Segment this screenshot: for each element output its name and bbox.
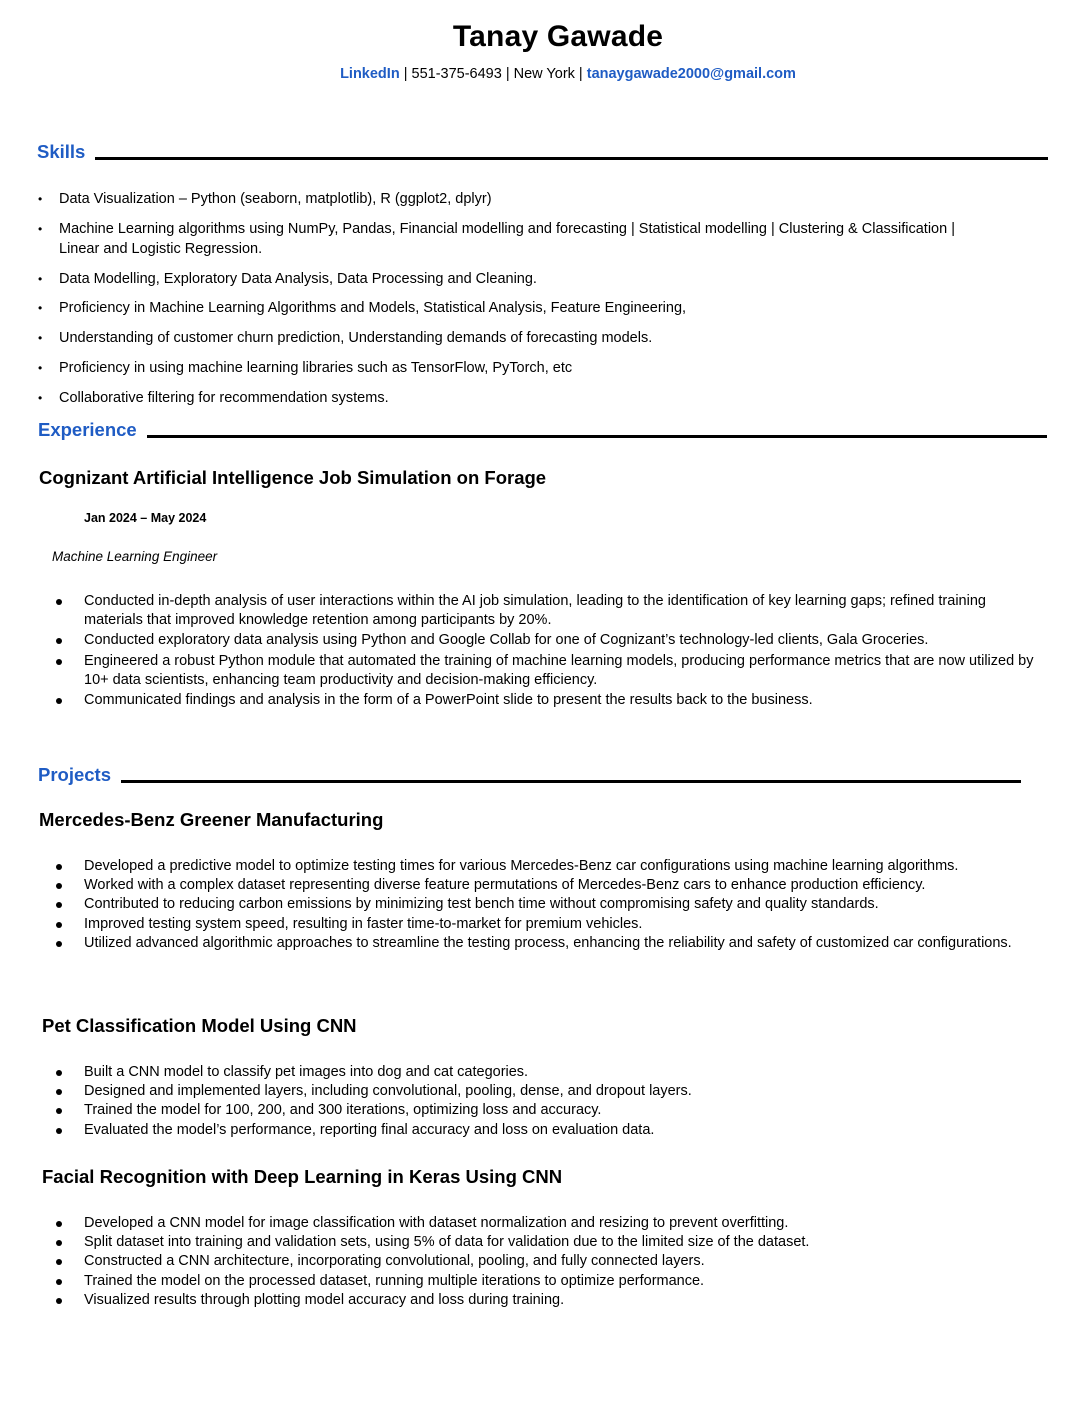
job-dates: Jan 2024 – May 2024 [84,511,207,525]
section-divider [147,435,1047,438]
contact-line [0,66,1088,82]
projects-title: Projects [38,764,112,785]
skill-item: • Data Visualization – Python (seaborn, matplotlib), R (ggplot2, dplyr) [38,189,998,209]
skills-list [38,189,998,418]
skill-item: • Understanding of customer churn prediction, Understanding demands of forecasting models. [38,328,998,348]
project-bullet: Developed a CNN model for image classification with dataset normalization and resizing to prevent overfitting. [56,1214,1036,1233]
project-bullet: Built a CNN model to classify pet images into dog and cat categories. [56,1063,1036,1082]
project-title: Mercedes-Benz Greener Manufacturing [39,809,384,830]
section-divider [121,780,1021,783]
project-title: Pet Classification Model Using CNN [42,1015,357,1036]
project-bullet: Worked with a complex dataset representing diverse feature permutations of Mercedes-Benz cars to enhance production efficiency. [56,876,1036,895]
experience-bullet: Engineered a robust Python module that automated the training of machine learning models, producing performance metrics that are now utilized by 10+ data scientists, enhancing team productivity and decision-making efficiency. [56,652,1036,690]
experience-bullets [56,592,1036,710]
phone-location: | 551-375-6493 | New York | [403,66,583,82]
project-bullet: Trained the model for 100, 200, and 300 iterations, optimizing loss and accuracy. [56,1101,1036,1120]
experience-bullet: Conducted exploratory data analysis using Python and Google Collab for one of Cognizant’s technology-led clients, Gala Groceries. [56,631,1036,650]
project-bullet: Visualized results through plotting model accuracy and loss during training. [56,1291,1036,1310]
skill-item: • Collaborative filtering for recommendation systems. [38,388,998,408]
project-bullet: Developed a predictive model to optimize testing times for various Mercedes-Benz car configurations using machine learning algorithms. [56,857,1036,876]
project-bullet: Evaluated the model’s performance, reporting final accuracy and loss on evaluation data. [56,1121,1036,1140]
project-bullet: Contributed to reducing carbon emissions by minimizing test bench time without compromising safety and quality standards. [56,895,1036,914]
project-bullet: Utilized advanced algorithmic approaches to streamline the testing process, enhancing the reliability and safety of customized car configurations. [56,934,1036,953]
project-bullets [56,1063,1036,1140]
project-bullets [56,1214,1036,1310]
project-bullets [56,857,1036,953]
experience-bullet: Communicated findings and analysis in the form of a PowerPoint slide to present the results back to the business. [56,691,1036,710]
email-link[interactable]: tanaygawade2000@gmail.com [586,66,796,82]
experience-title: Experience [38,419,137,440]
experience-heading [38,419,1047,441]
skill-item: • Data Modelling, Exploratory Data Analysis, Data Processing and Cleaning. [38,269,998,289]
project-bullet: Improved testing system speed, resulting in faster time-to-market for premium vehicles. [56,915,1036,934]
project-title: Facial Recognition with Deep Learning in Keras Using CNN [42,1166,563,1187]
skills-title: Skills [37,141,86,162]
job-role: Machine Learning Engineer [52,549,218,564]
project-bullet: Constructed a CNN architecture, incorporating convolutional, pooling, and fully connected layers. [56,1252,1036,1271]
project-bullet: Designed and implemented layers, including convolutional, pooling, dense, and dropout layers. [56,1082,1036,1101]
project-bullet: Trained the model on the processed dataset, running multiple iterations to optimize performance. [56,1272,1036,1291]
section-divider [95,157,1048,160]
project-bullet: Split dataset into training and validation sets, using 5% of data for validation due to the limited size of the dataset. [56,1233,1036,1252]
candidate-name: Tanay Gawade [452,20,664,53]
skill-item: • Proficiency in Machine Learning Algorithms and Models, Statistical Analysis, Feature Engineering, [38,298,998,318]
skills-heading [37,141,1048,163]
skill-item: • Machine Learning algorithms using NumPy, Pandas, Financial modelling and forecasting | Statistical modelling | Clustering & Classification | Linear and Logistic Regression. [38,219,998,259]
skill-item: • Proficiency in using machine learning libraries such as TensorFlow, PyTorch, etc [38,358,998,378]
projects-heading [38,764,1021,786]
job-title: Cognizant Artificial Intelligence Job Simulation on Forage [39,467,547,488]
experience-bullet: Conducted in-depth analysis of user interactions within the AI job simulation, leading to the identification of key learning gaps; refined training materials that improved knowledge retention among participants by 20%. [56,592,1036,630]
linkedin-link[interactable]: LinkedIn [340,66,400,82]
